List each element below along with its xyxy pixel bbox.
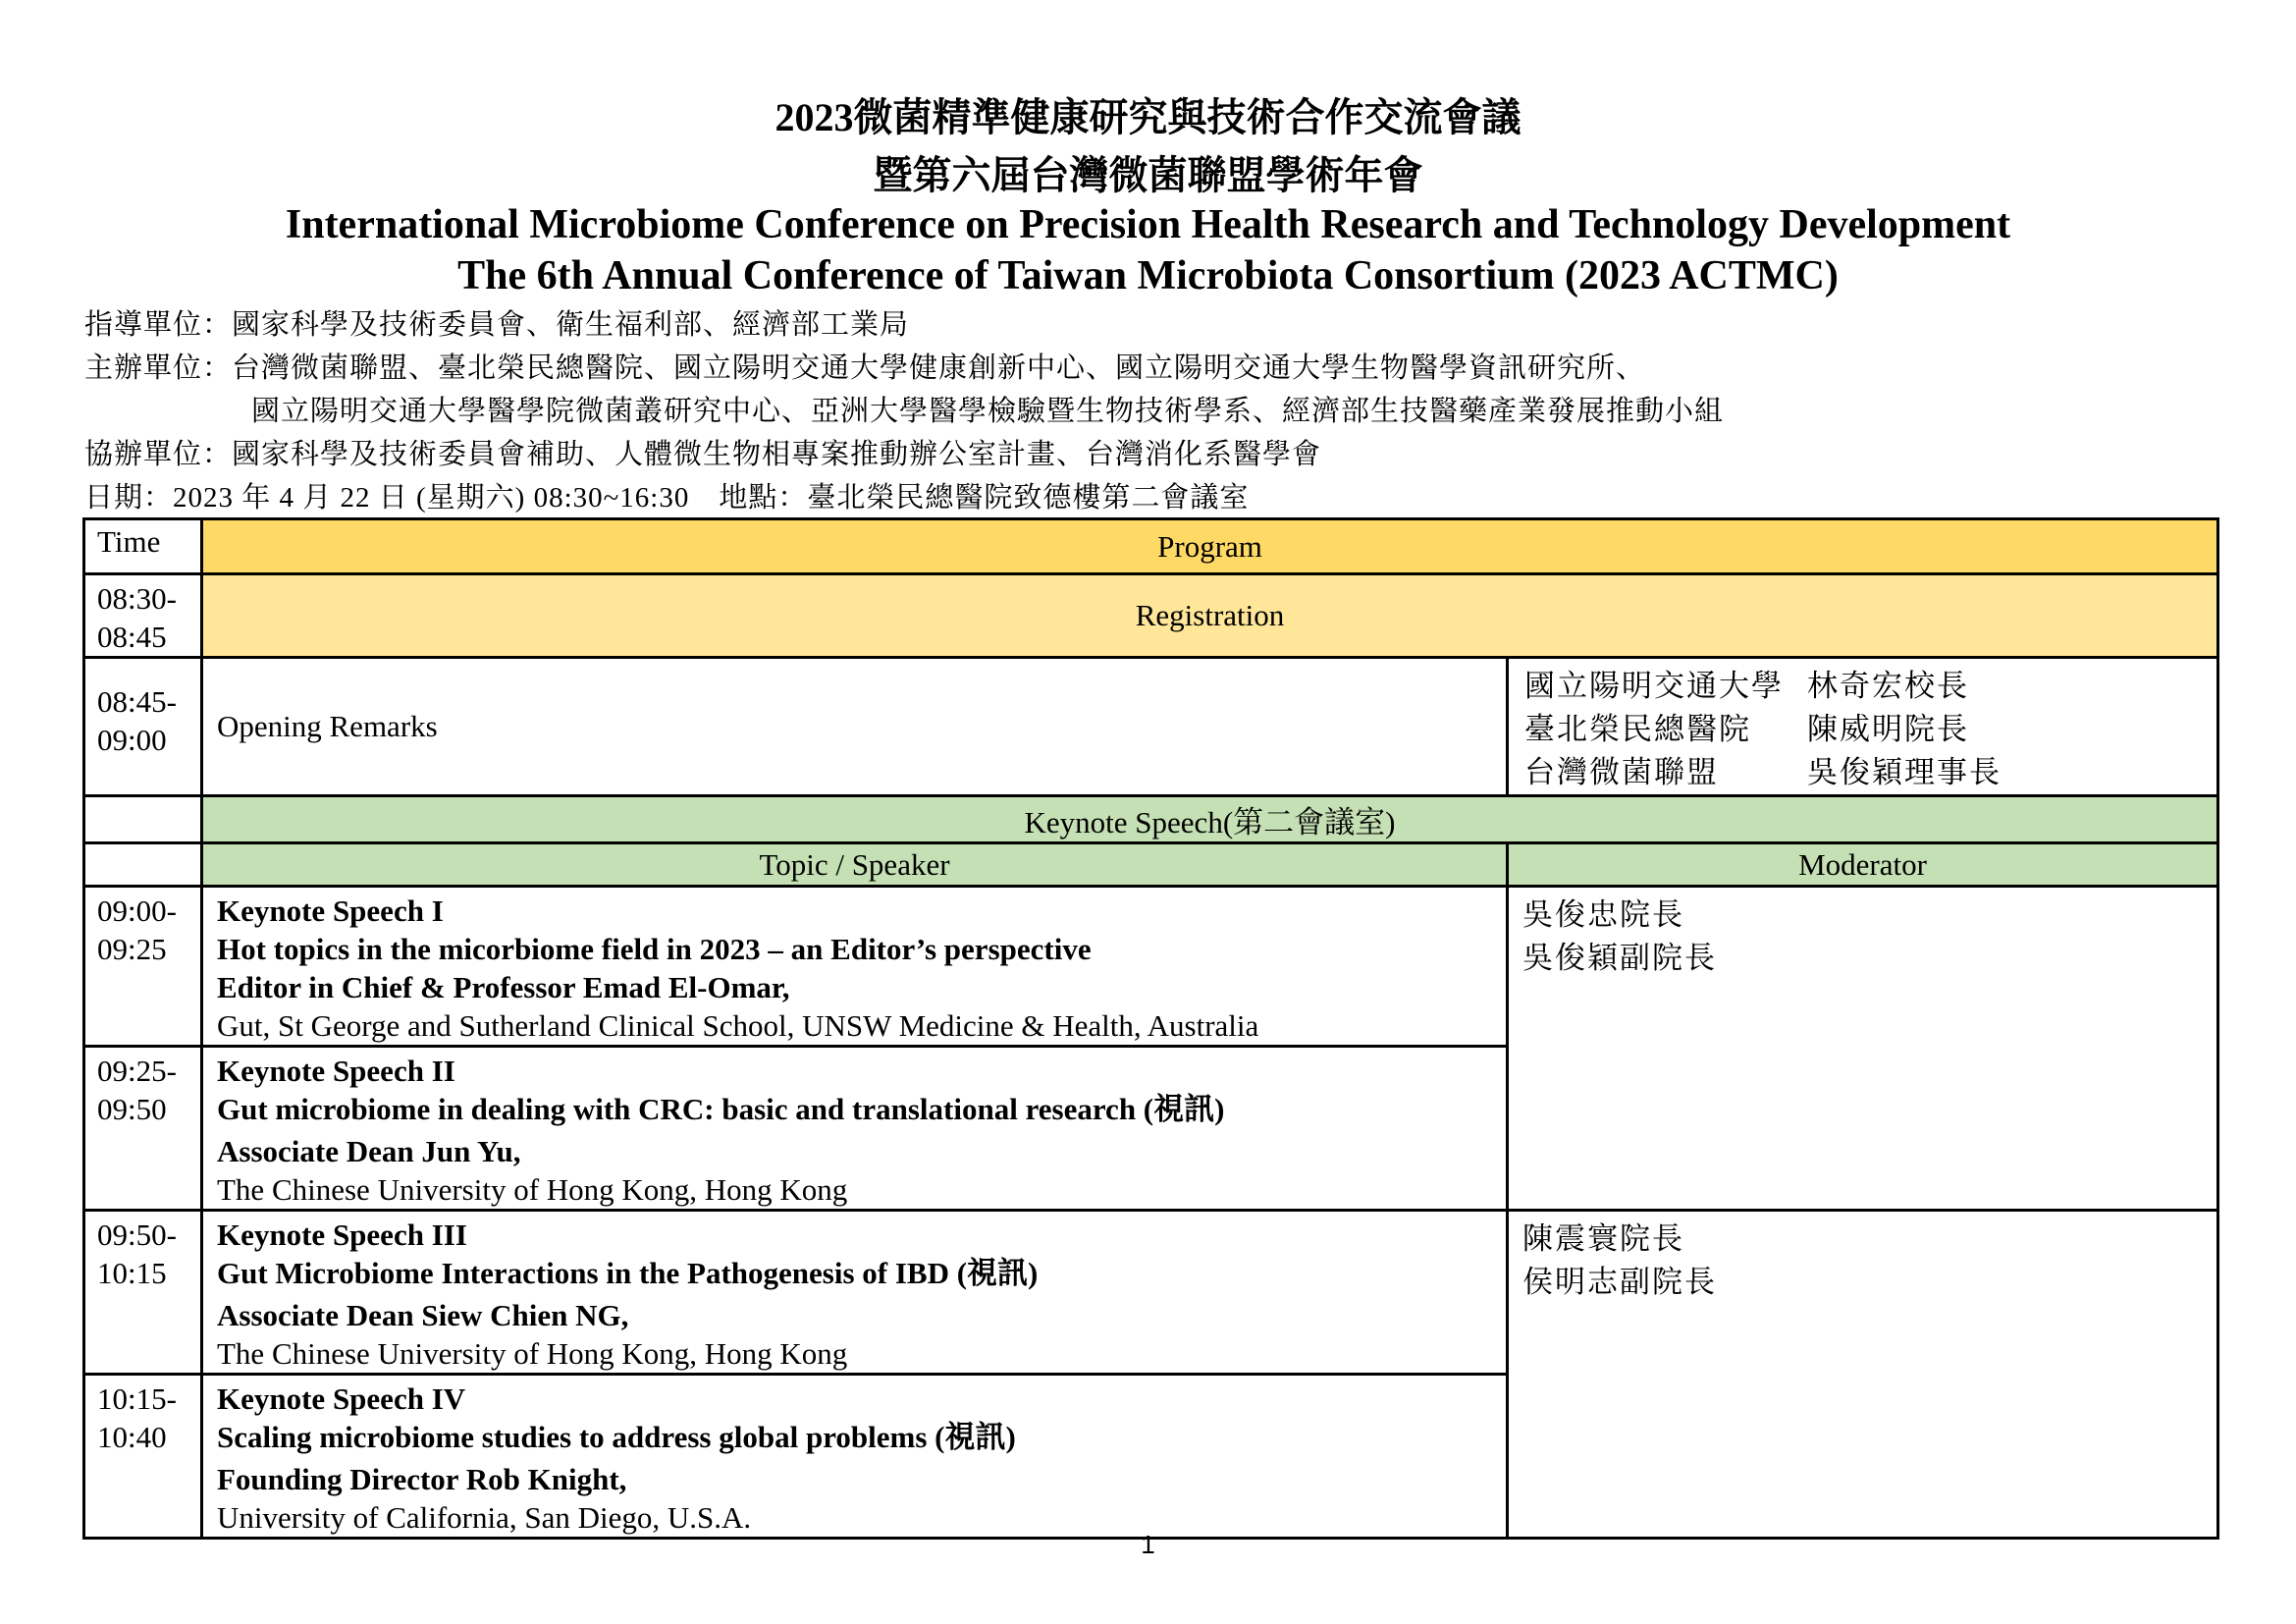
keynote-header: Keynote Speech(第二會議室) <box>202 796 2218 843</box>
talk-time: 09:50- 10:15 <box>84 1211 202 1375</box>
talk-title: Gut microbiome in dealing with CRC: basic and translational research (視訊) <box>217 1092 1225 1126</box>
co-organizer-info: 協辦單位：國家科學及技術委員會補助、人體微生物相專案推動辦公室計畫、台灣消化系醫學會 <box>84 439 1322 470</box>
opening-speakers: 國立陽明交通大學 林奇宏校長 臺北榮民總醫院 陳威明院長 台灣微菌聯盟 吳俊穎理事長 <box>1508 658 2218 796</box>
opening-label: Opening Remarks <box>202 658 1508 796</box>
talk-details <box>202 887 1508 1047</box>
talk-title: Gut Microbiome Interactions in the Pathogenesis of IBD (視訊) <box>217 1256 1039 1290</box>
title-zh-line-2: 暨第六屆台灣微菌聯盟學術年會 <box>873 153 1423 197</box>
program-table <box>82 517 2219 1540</box>
talk-time: 09:25- 09:50 <box>84 1047 202 1211</box>
date-venue-info: 日期：2023 年 4 月 22 日 (星期六) 08:30~16:30 地點：臺北榮民總醫院致德樓第二會議室 <box>84 482 1250 514</box>
talk-speaker: Founding Director Rob Knight, <box>217 1462 627 1496</box>
supervisor-info: 指導單位：國家科學及技術委員會、衛生福利部、經濟部工業局 <box>84 309 910 341</box>
title-en-line-2: The 6th Annual Conference of Taiwan Microbiota Consortium (2023 ACTMC) <box>457 253 1839 298</box>
registration-label: Registration <box>202 574 2218 658</box>
talk-session: Keynote Speech I <box>217 893 444 928</box>
talk-title: Hot topics in the micorbiome field in 2023 – an Editor’s perspective <box>217 932 1092 966</box>
talk-title: Scaling microbiome studies to address global problems (視訊) <box>217 1420 1016 1454</box>
talk-details <box>202 1211 1508 1375</box>
keynote-header-row <box>84 796 2218 843</box>
organizer-info-line-2: 國立陽明交通大學醫學院微菌叢研究中心、亞洲大學醫學檢驗暨生物技術學系、經濟部生技醫藥產業發展推動小組 <box>251 396 1725 427</box>
moderators-session-2: 陳震寰院長 侯明志副院長 <box>1508 1211 2218 1539</box>
opening-row <box>84 658 2218 796</box>
talk-affiliation: The Chinese University of Hong Kong, Hong Kong <box>217 1336 848 1371</box>
talk-time: 10:15- 10:40 <box>84 1375 202 1539</box>
moderators-session-1: 吳俊忠院長 吳俊穎副院長 <box>1508 887 2218 1211</box>
talk-time: 09:00- 09:25 <box>84 887 202 1047</box>
registration-row <box>84 574 2218 658</box>
talk-affiliation: The Chinese University of Hong Kong, Hong Kong <box>217 1172 848 1207</box>
title-zh-line-1: 2023微菌精準健康研究與技術合作交流會議 <box>774 95 1522 139</box>
title-en-line-1: International Microbiome Conference on Precision Health Research and Technology Development <box>285 202 2011 247</box>
talk-affiliation: Gut, St George and Sutherland Clinical School, UNSW Medicine & Health, Australia <box>217 1008 1259 1043</box>
talk-row <box>84 1211 2218 1375</box>
empty-cell <box>84 796 202 843</box>
topic-speaker-header: Topic / Speaker <box>202 843 1508 887</box>
empty-cell <box>84 843 202 887</box>
talk-details <box>202 1375 1508 1539</box>
registration-time: 08:30- 08:45 <box>84 574 202 658</box>
talk-row <box>84 887 2218 1047</box>
moderator-header: Moderator <box>1508 843 2218 887</box>
talk-session: Keynote Speech II <box>217 1054 455 1088</box>
talk-details <box>202 1047 1508 1211</box>
time-header: Time <box>84 519 202 574</box>
talk-speaker: Associate Dean Siew Chien NG, <box>217 1298 629 1332</box>
column-header-row <box>84 843 2218 887</box>
page-number: 1 <box>1141 1530 1155 1559</box>
table-header-row <box>84 519 2218 574</box>
opening-time: 08:45- 09:00 <box>84 658 202 796</box>
talk-session: Keynote Speech III <box>217 1218 467 1252</box>
organizer-info-line-1: 主辦單位：台灣微菌聯盟、臺北榮民總醫院、國立陽明交通大學健康創新中心、國立陽明交通大學生物醫學資訊研究所、 <box>84 352 1646 384</box>
talk-affiliation: University of California, San Diego, U.S.A. <box>217 1500 752 1535</box>
talk-session: Keynote Speech IV <box>217 1381 466 1416</box>
program-header: Program <box>202 519 2218 574</box>
talk-speaker: Associate Dean Jun Yu, <box>217 1134 521 1168</box>
talk-speaker: Editor in Chief & Professor Emad El-Omar, <box>217 970 790 1004</box>
